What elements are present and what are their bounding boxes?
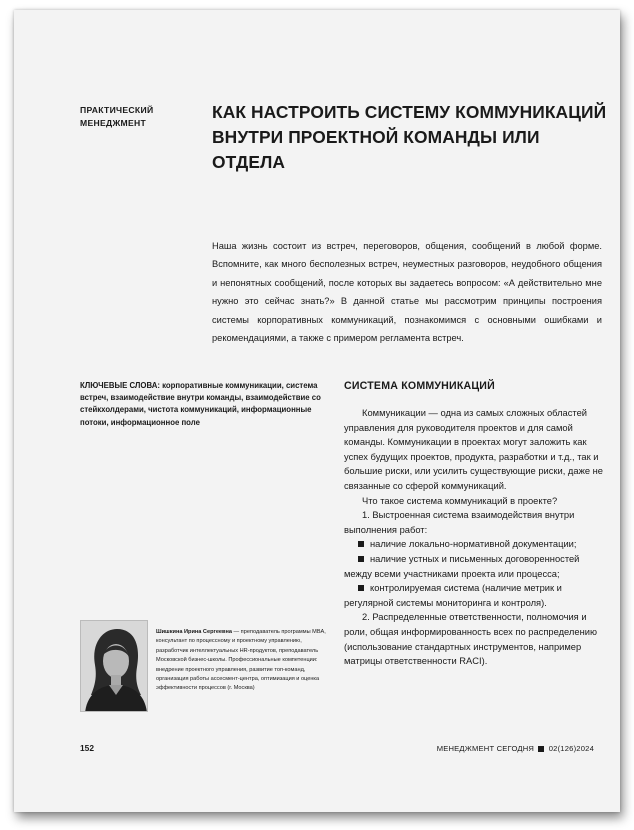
keywords-block [80,380,330,429]
journal-issue: 02(126)2024 [548,744,594,753]
section-heading: СИСТЕМА КОММУНИКАЦИЙ [344,380,495,392]
magazine-page [14,10,620,812]
author-description: — преподаватель программы MBA, консультант по процессному и проектному управлению, разработчик интеллектуальных HR-продуктов, преподаватель Московской бизнес-школы. Профессиональные компетенции: внедрение проектного управления, развитие топ-команд, организация работы ассесмент-центра, оптимизация и оценка эффективности процессов (г. Москва) [156,629,326,692]
article-lead: Наша жизнь состоит из встреч, переговоров, общения, сообщений в любой форме. Вспомните, как много бесполезных встреч, неуместных разговоров, неудобного общения и непонятных сообщений, после которых вы задаетесь вопросом: «А действительно мне нужно это сейчас знать?» В данной статье мы рассмотрим принципы построения системы корпоративных коммуникаций, познакомимся с основными ошибками и рекомендациями, а также с примером регламента встреч. [212,241,602,344]
body-paragraph: Что такое система коммуникаций в проекте? [362,495,558,506]
body-paragraph: Коммуникации — одна из самых сложных областей управления для руководителя проектов и для самой команды. Коммуникации в проектах могут заложить как успех будущих проектов, продукта, разработки и т.д., так и большие риски, или усилить существующие риски, даже не связанные со сферой коммуникаций. [344,408,603,491]
author-photo [80,620,148,712]
author-name: Шишкина Ирина Сергеевна [156,629,232,635]
journal-name: МЕНЕДЖМЕНТ СЕГОДНЯ [436,744,535,753]
bullet-item: контролируемая система (наличие метрик и регулярной системы мониторинга и контроля). [344,583,562,608]
body-paragraph: 1. Выстроенная система взаимодействия внутри выполнения работ: [344,510,575,535]
keywords-label: КЛЮЧЕВЫЕ СЛОВА: [80,381,160,390]
page-number: 152 [80,743,94,753]
bullet-square-icon [358,585,364,591]
journal-footer [437,744,594,753]
body-column [344,406,606,669]
author-portrait-icon [81,621,148,712]
separator-square-icon [538,746,544,752]
bullet-item: наличие локально-нормативной документации; [344,537,606,552]
bullet-item: наличие устных и письменных договоренностей между всеми участниками проекта или процесса; [344,553,580,579]
keywords-text: корпоративные коммуникации, система встреч, взаимодействие внутри команды, взаимодействие со стейкхолдерами, чистота коммуникаций, информационные потоки, информационное поле [80,381,321,427]
author-bio [156,628,334,694]
article-title: КАК НАСТРОИТЬ СИСТЕМУ КОММУНИКАЦИЙ ВНУТРИ ПРОЕКТНОЙ КОМАНДЫ ИЛИ ОТДЕЛА [212,102,607,172]
bullet-square-icon [358,541,364,547]
bullet-square-icon [358,556,364,562]
body-paragraph: 2. Распределенные ответственности, полномочия и роли, общая информированность всех по распределению (использование стандартных инструментов, например матрицы ответственности RACI). [344,612,597,667]
section-label: ПРАКТИЧЕСКИЙ МЕНЕДЖМЕНТ [80,105,154,128]
